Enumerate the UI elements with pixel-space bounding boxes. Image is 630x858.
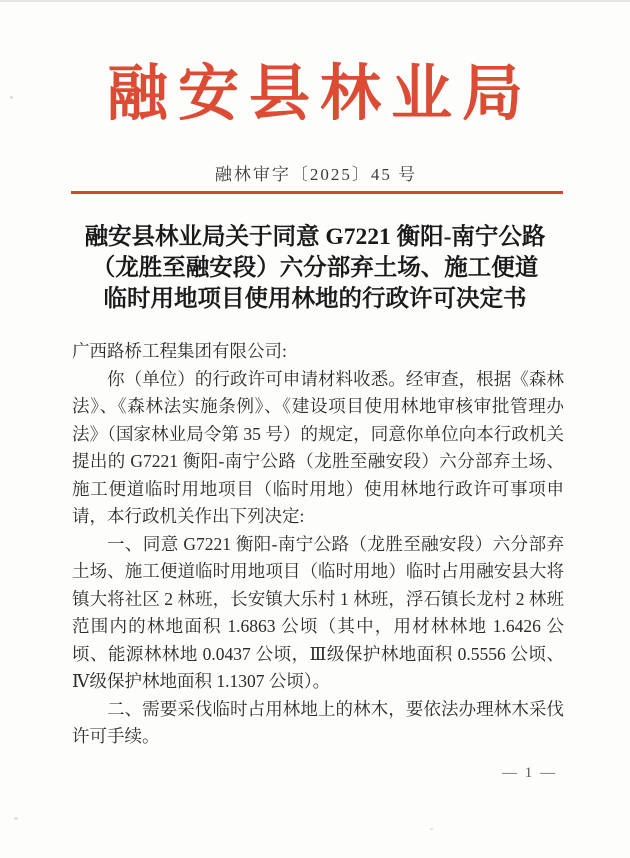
paragraph-decision-item-1: 一、同意 G7221 衡阳-南宁公路（龙胜至融安段）六分部弃土场、施工便道临时用地项目（临时用地）临时占用融安县大将镇大将社区 2 林班，长安镇大乐村 1 林班，浮石镇长龙村 2 林班范围内的林地面积 1.6863 公顷（其中，用材林林地 1.6426 公顷、能源林林地 0.0437 公顷，Ⅲ级保护林地面积 0.5556 公顷、Ⅳ级保护林地面积 1.1307 公顷）。	[72, 533, 564, 691]
scan-noise-speck	[430, 828, 433, 830]
scan-noise-speck	[14, 817, 18, 820]
document-body	[72, 338, 564, 751]
agency-letterhead: 融安县林业局	[106, 61, 533, 128]
salutation-line: 广西路桥工程集团有限公司:	[72, 341, 287, 361]
document-reference-number: 融林审字〔2025〕45 号	[214, 165, 418, 184]
document-title	[36, 222, 594, 315]
paragraph-intro-approval: 你（单位）的行政许可申请材料收悉。经审查，根据《森林法》、《森林法实施条例》、《建设项目使用林地审核审批管理办法》（国家林业局令第 35 号）的规定，同意你单位向本行政机关提出的 G7221 衡阳-南宁公路（龙胜至融安段）六分部弃土场、施工便道临时用地项目（临时用地）使用林地行政许可事项申请，本行政机关作出下列决定:	[72, 368, 564, 526]
scan-noise-speck	[10, 96, 13, 99]
document-title-line-2: （龙胜至融安段）六分部弃土场、施工便道	[91, 255, 539, 281]
document-title-line-1: 融安县林业局关于同意 G7221 衡阳-南宁公路	[84, 224, 546, 250]
paragraph-decision-item-2: 二、需要采伐临时占用林地上的林木，要依法办理林木采伐许可手续。	[72, 698, 564, 746]
document-title-line-3: 临时用地项目使用林地的行政许可决定书	[103, 286, 527, 312]
red-divider-line	[71, 191, 563, 194]
page-number: — 1 —	[502, 765, 557, 781]
scan-edge-shadow	[0, 0, 630, 2]
